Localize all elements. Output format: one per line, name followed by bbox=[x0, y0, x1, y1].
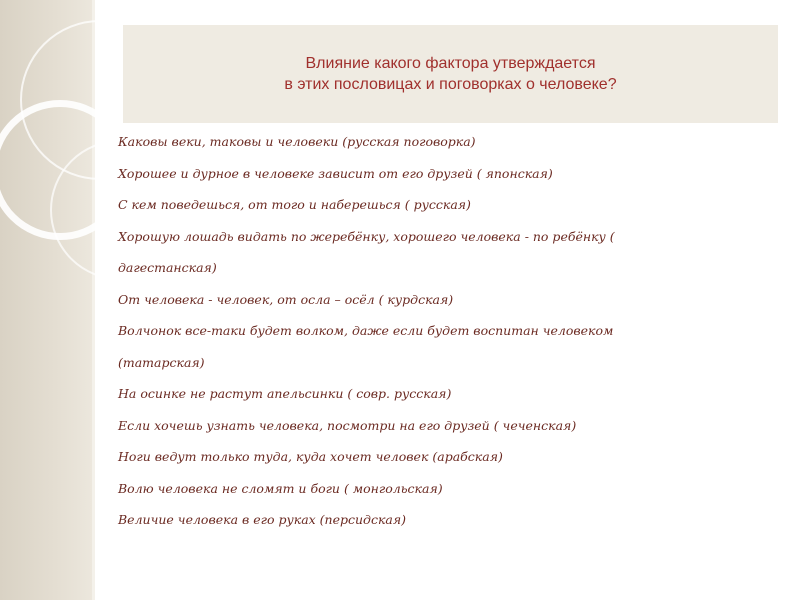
proverb-line: Хорошую лошадь видать по жеребёнку, хорошего человека - по ребёнку ( bbox=[118, 228, 615, 244]
proverb-line: Волю человека не сломят и боги ( монгольская) bbox=[118, 480, 443, 496]
proverb-line: Ноги ведут только туда, куда хочет человек (арабская) bbox=[118, 449, 503, 464]
proverb-line: Хорошее и дурное в человеке зависит от его друзей ( японская) bbox=[118, 165, 553, 181]
proverb-line: Если хочешь узнать человека, посмотри на его друзей ( чеченская) bbox=[118, 417, 577, 433]
proverb-line: На осинке не растут апельсинки ( совр. русская) bbox=[118, 386, 452, 401]
slide-title-box bbox=[123, 25, 778, 123]
proverb-line: С кем поведешься, от того и наберешься ( русская) bbox=[118, 197, 471, 212]
proverb-list bbox=[118, 126, 778, 536]
proverb-line: (татарская) bbox=[118, 354, 205, 370]
proverb-line: Каковы веки, таковы и человеки (русская поговорка) bbox=[118, 134, 476, 149]
proverb-line: дагестанская) bbox=[118, 260, 217, 275]
slide-title-line-2: в этих пословицах и поговорках о человеке? bbox=[284, 76, 617, 93]
proverb-line: Величие человека в его руках (персидская) bbox=[118, 512, 407, 527]
proverb-line: От человека - человек, от осла – осёл ( курдская) bbox=[118, 291, 454, 307]
slide-title-line-1: Влияние какого фактора утверждается bbox=[305, 55, 596, 72]
proverb-line: Волчонок все-таки будет волком, даже если будет воспитан человеком bbox=[118, 323, 614, 338]
